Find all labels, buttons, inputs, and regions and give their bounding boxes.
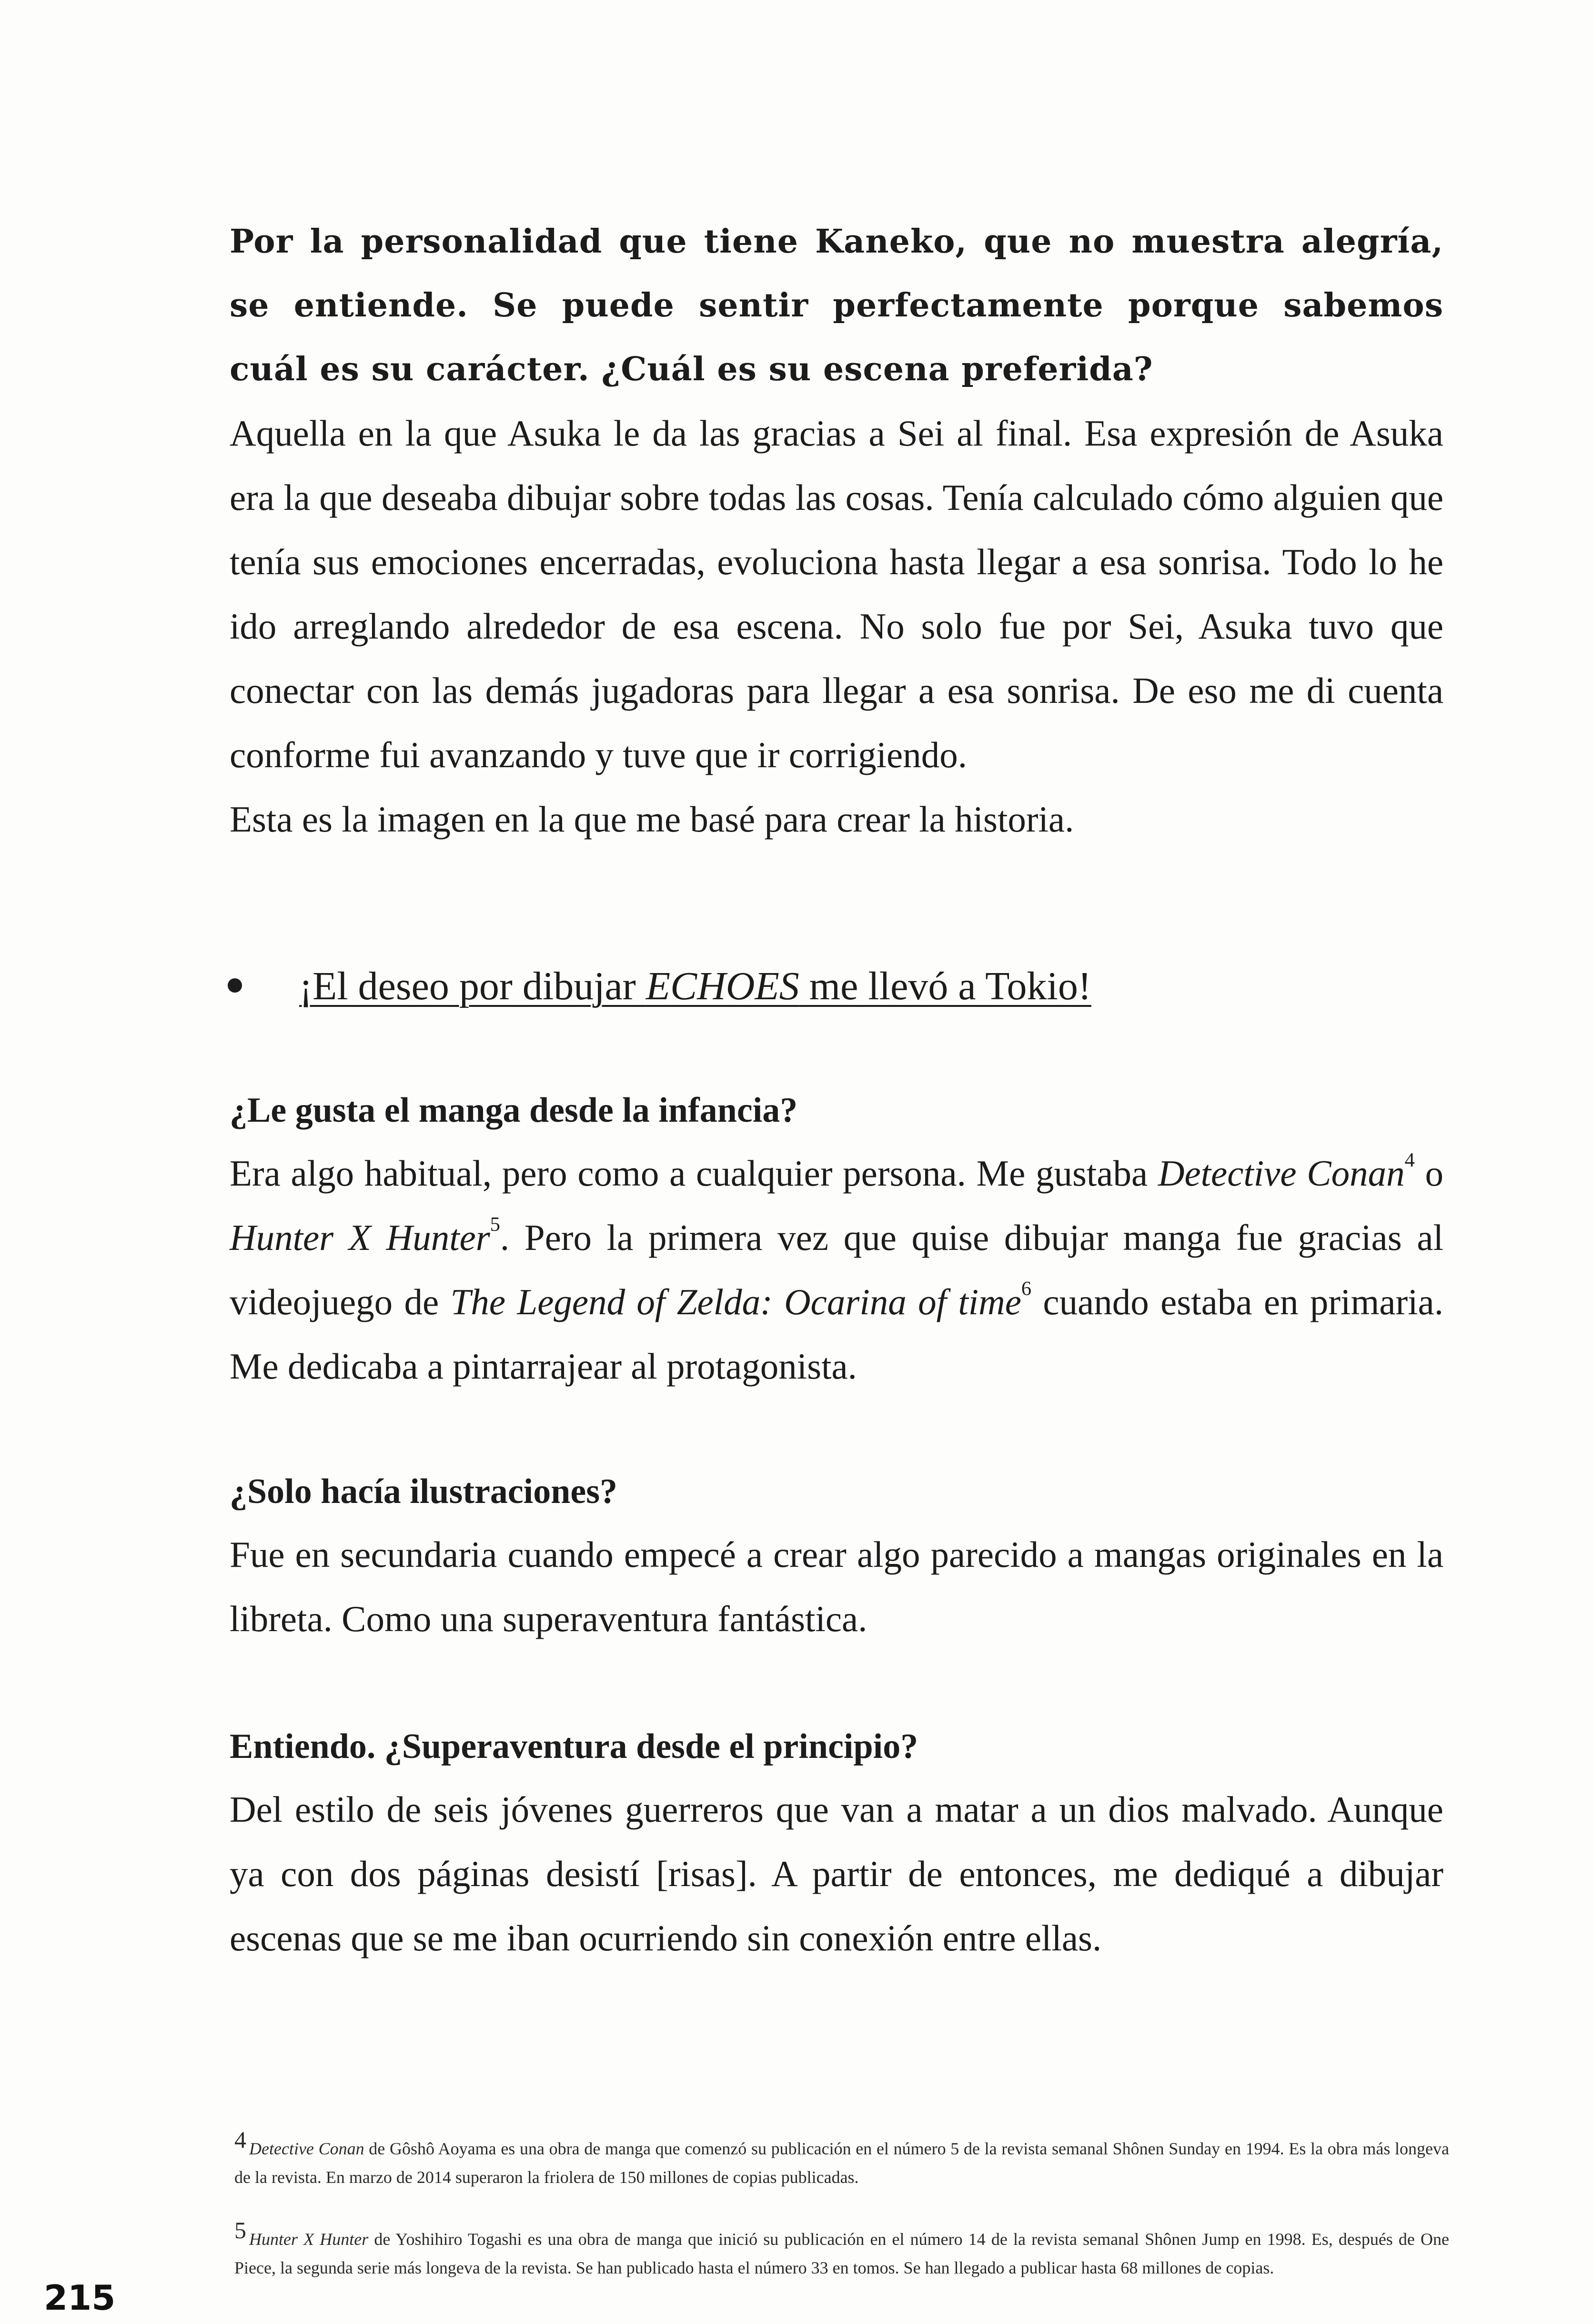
answer-illustrations: Fue en secundaria cuando empecé a crear algo parecido a mangas originales en la libreta. Como una superaventura fantástica. <box>230 1534 1443 1639</box>
footnote-text: de Gôshô Aoyama es una obra de manga que comenzó su publicación en el número 5 de la revista semanal Shônen Sunday en 1994. Es la obra más longeva de la revista. En marzo de 2014 superaron la friolera de 150 millones de copias publicadas. <box>234 2139 1449 2187</box>
section-title-prefix: ¡El deseo por dibujar <box>299 964 646 1008</box>
qa-block-superadventure <box>230 1715 1443 1970</box>
footnote-number: 5 <box>234 2217 246 2243</box>
work-title: The Legend of Zelda: Ocarina of time <box>450 1281 1021 1322</box>
section-title-work: ECHOES <box>645 964 799 1008</box>
footnote-text: de Yoshihiro Togashi es una obra de manga que inició su publicación en el número 14 de la revista semanal Shônen Jump en 1998. Es, después de One Piece, la segunda serie más longeva de la revista. Se han publicado hasta el número 33 en tomos. Se han llegado a publicar hasta 68 millones de copias. <box>234 2230 1450 2277</box>
qa-block-childhood <box>230 1079 1443 1399</box>
footnote-work: Detective Conan <box>249 2139 364 2158</box>
footnote-5 <box>234 2216 1449 2282</box>
section-heading <box>224 955 1462 1017</box>
question-childhood: ¿Le gusta el manga desde la infancia? <box>230 1091 798 1130</box>
answer-text: cuando estaba en primaria. Me dedicaba a pintarrajear al protagonista. <box>230 1281 1443 1387</box>
intro-note: Esta es la imagen en la que me basé para crear la historia. <box>230 799 1074 840</box>
answer-text: o <box>1414 1153 1443 1194</box>
footnote-4 <box>234 2125 1449 2192</box>
question-illustrations: ¿Solo hacía ilustraciones? <box>230 1472 618 1511</box>
work-title: Hunter X Hunter <box>230 1217 490 1258</box>
work-title: Detective Conan <box>1158 1153 1405 1194</box>
section-title <box>299 955 1091 1017</box>
qa-block-illustrations <box>230 1461 1443 1651</box>
answer-text: . Pero la primera vez que quise dibujar manga fue gracias al videojuego de <box>230 1217 1443 1322</box>
footnote-number: 4 <box>234 2126 246 2153</box>
footnote-ref: 5 <box>490 1213 500 1236</box>
answer-childhood <box>230 1141 1443 1399</box>
page-number: 215 <box>44 2278 116 2318</box>
bullet-icon <box>228 978 242 993</box>
intro-question: Por la personalidad que tiene Kaneko, que no muestra alegría, se entiende. Se puede sentir perfectamente porque sabemos cuál es su carácter. ¿Cuál es su escena preferida? <box>230 223 1443 388</box>
intro-block <box>230 210 1443 852</box>
intro-answer: Aquella en la que Asuka le da las gracias a Sei al final. Esa expresión de Asuka era la que deseaba dibujar sobre todas las cosas. Tenía calculado cómo alguien que tenía sus emociones encerradas, evoluciona hasta llegar a esa sonrisa. Todo lo he ido arreglando alrededor de esa escena. No solo fue por Sei, Asuka tuvo que conectar con las demás jugadoras para llegar a esa sonrisa. De eso me di cuenta conforme fui avanzando y tuve que ir corrigiendo. <box>230 413 1443 775</box>
question-superadventure: Entiendo. ¿Superaventura desde el principio? <box>230 1727 918 1766</box>
section-title-suffix: me llevó a Tokio! <box>799 964 1091 1008</box>
answer-superadventure: Del estilo de seis jóvenes guerreros que van a matar a un dios malvado. Aunque ya con dos páginas desistí [risas]. A partir de entonces, me dediqué a dibujar escenas que se me iban ocurriendo sin conexión entre ellas. <box>230 1789 1443 1959</box>
footnote-work: Hunter X Hunter <box>249 2230 369 2249</box>
answer-text: Era algo habitual, pero como a cualquier persona. Me gustaba <box>230 1153 1158 1194</box>
footnote-ref: 4 <box>1404 1148 1415 1171</box>
footnote-ref: 6 <box>1021 1277 1032 1300</box>
